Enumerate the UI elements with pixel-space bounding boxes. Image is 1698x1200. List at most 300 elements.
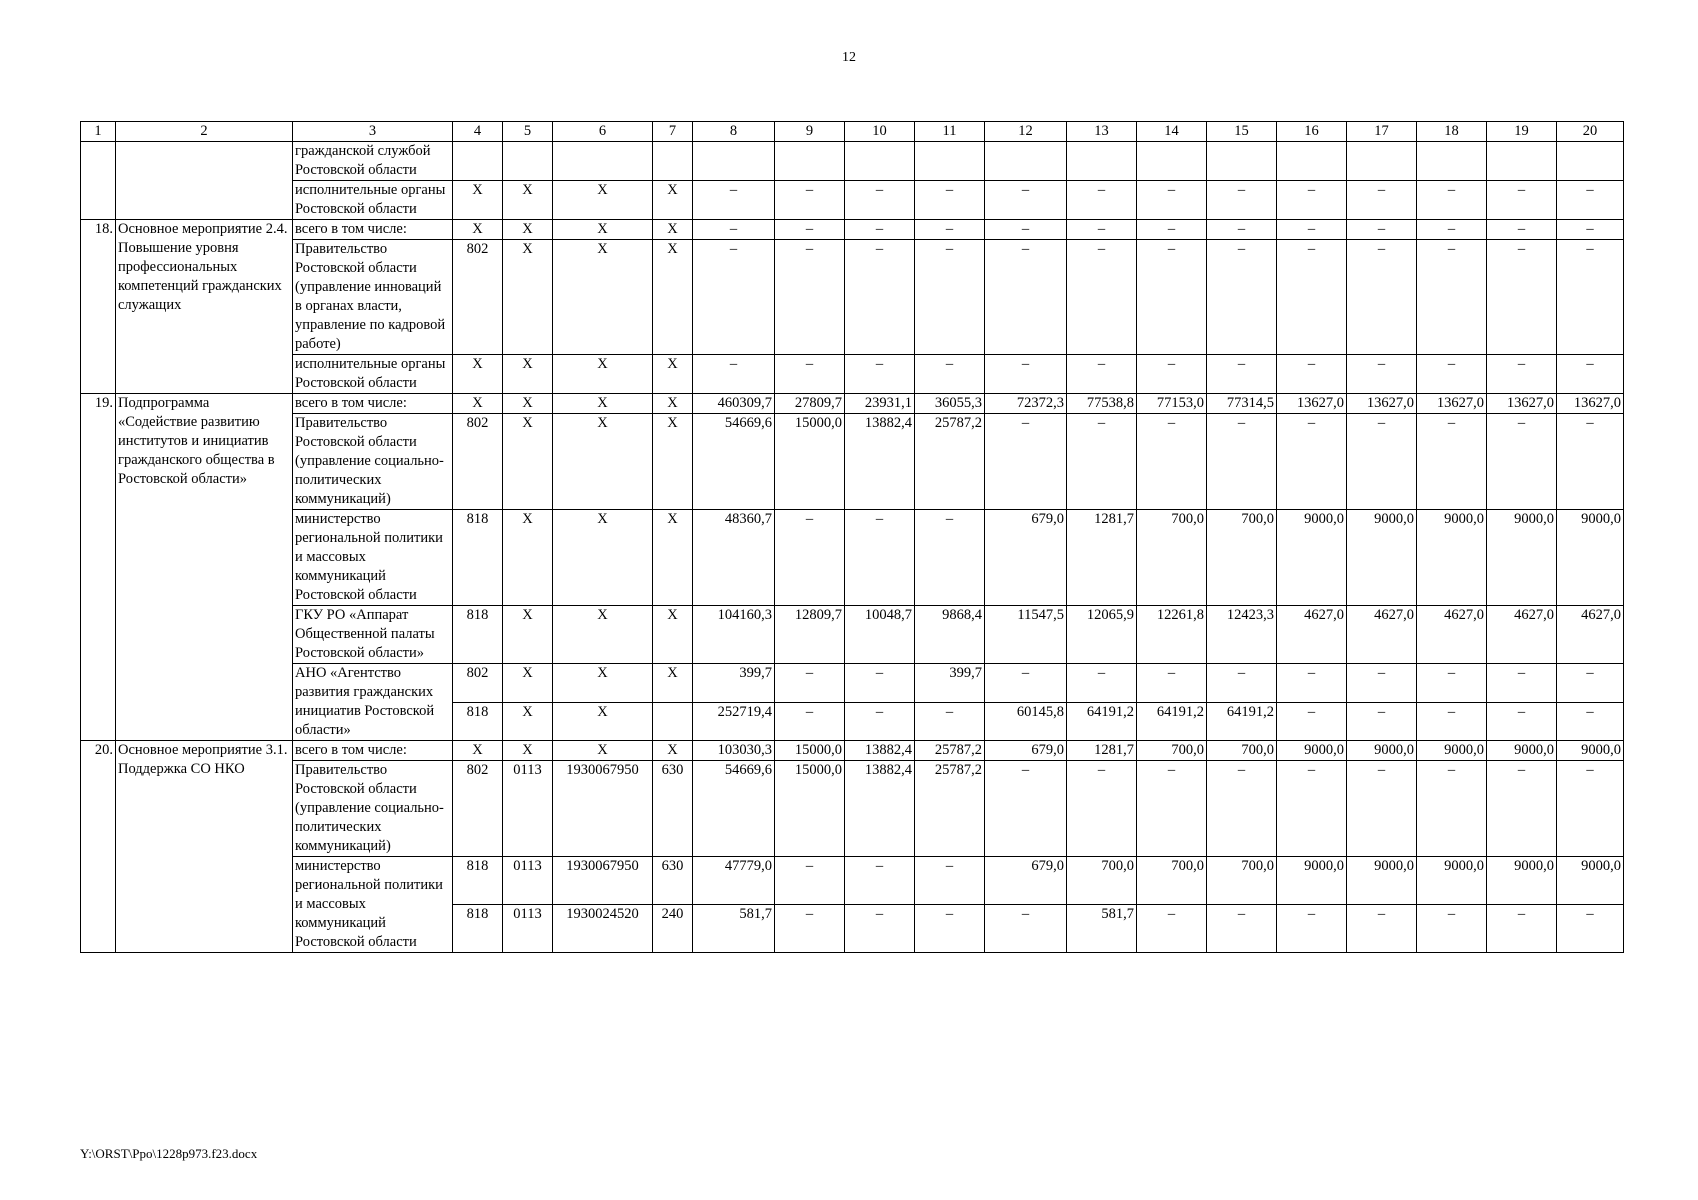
table-cell: 13627,0 (1347, 394, 1417, 414)
table-cell: 64191,2 (1207, 702, 1277, 741)
table-cell: – (1487, 181, 1557, 220)
table-cell: X (653, 741, 693, 761)
table-cell: 9000,0 (1417, 857, 1487, 905)
table-cell (653, 702, 693, 741)
table-cell: 60145,8 (985, 702, 1067, 741)
table-cell: X (503, 220, 553, 240)
table-cell (985, 142, 1067, 181)
table-cell: – (1557, 181, 1624, 220)
table-cell: X (653, 355, 693, 394)
table-cell: 802 (453, 240, 503, 355)
column-number-header: 9 (775, 122, 845, 142)
table-cell: – (775, 240, 845, 355)
footer-file-path: Y:\ORST\Ppo\1228p973.f23.docx (80, 1146, 258, 1161)
table-cell: X (653, 510, 693, 606)
table-cell: 802 (453, 761, 503, 857)
table-cell: 20. (81, 741, 116, 953)
table-cell: – (693, 355, 775, 394)
table-cell: – (775, 181, 845, 220)
table-cell (653, 142, 693, 181)
table-cell: X (503, 355, 553, 394)
table-cell: 818 (453, 510, 503, 606)
table-cell: 581,7 (1067, 905, 1137, 953)
table-cell (453, 142, 503, 181)
table-cell: – (1347, 355, 1417, 394)
table-cell: – (1557, 240, 1624, 355)
table-cell: – (1347, 414, 1417, 510)
table-row (81, 664, 1624, 703)
table-cell: – (985, 664, 1067, 703)
table-cell: 460309,7 (693, 394, 775, 414)
table-cell: 1930067950 (553, 857, 653, 905)
column-number-header: 13 (1067, 122, 1137, 142)
table-cell: X (653, 240, 693, 355)
table-cell: 9000,0 (1417, 510, 1487, 606)
table-cell: 13882,4 (845, 761, 915, 857)
table-row (81, 857, 1624, 905)
table-row (81, 761, 1624, 857)
table-cell: 9000,0 (1557, 510, 1624, 606)
table-cell: – (1487, 240, 1557, 355)
table-cell: 700,0 (1137, 510, 1207, 606)
table-cell: 9000,0 (1417, 741, 1487, 761)
table-cell: 13627,0 (1557, 394, 1624, 414)
table-cell: министерство региональной политики и массовых коммуникаций Ростовской области (293, 857, 453, 953)
table-cell: – (845, 510, 915, 606)
table-cell: – (915, 181, 985, 220)
table-cell: 54669,6 (693, 414, 775, 510)
table-cell: 700,0 (1207, 510, 1277, 606)
table-cell: – (845, 905, 915, 953)
table-cell: 818 (453, 905, 503, 953)
table-cell (1067, 142, 1137, 181)
table-cell: 25787,2 (915, 414, 985, 510)
table-row (81, 355, 1624, 394)
table-cell: – (985, 905, 1067, 953)
table-cell: X (503, 702, 553, 741)
table-cell: 4627,0 (1277, 606, 1347, 664)
table-cell: 64191,2 (1137, 702, 1207, 741)
table-cell: 679,0 (985, 741, 1067, 761)
table-cell: 700,0 (1137, 857, 1207, 905)
table-cell: X (453, 741, 503, 761)
table-cell: 9000,0 (1487, 857, 1557, 905)
table-cell: 13627,0 (1277, 394, 1347, 414)
table-cell: – (1417, 220, 1487, 240)
table-cell: – (1277, 355, 1347, 394)
table-cell: – (1347, 905, 1417, 953)
table-cell: – (1137, 414, 1207, 510)
table-cell: 27809,7 (775, 394, 845, 414)
table-cell: X (503, 240, 553, 355)
table-cell: – (985, 240, 1067, 355)
table-cell: 0113 (503, 857, 553, 905)
column-number-header: 1 (81, 122, 116, 142)
table-cell: – (1137, 181, 1207, 220)
table-cell: Основное мероприятие 2.4. Повышение уровня профессиональных компетенций гражданских служащих (116, 220, 293, 394)
table-cell: X (503, 181, 553, 220)
table-cell: ГКУ РО «Аппарат Общественной палаты Ростовской области» (293, 606, 453, 664)
table-cell: Правительство Ростовской области (управление социально-политических коммуникаций) (293, 414, 453, 510)
table-cell: – (1347, 220, 1417, 240)
budget-table (80, 121, 1624, 953)
column-number-header: 5 (503, 122, 553, 142)
table-cell: 12261,8 (1137, 606, 1207, 664)
table-cell (81, 142, 116, 220)
table-cell: – (1277, 414, 1347, 510)
table-row (81, 510, 1624, 606)
table-cell (1557, 142, 1624, 181)
table-cell: 15000,0 (775, 414, 845, 510)
table-cell: – (915, 702, 985, 741)
table-cell: – (1137, 761, 1207, 857)
table-body (81, 142, 1624, 953)
table-cell: – (1277, 905, 1347, 953)
table-cell (1137, 142, 1207, 181)
table-cell: 818 (453, 606, 503, 664)
table-cell: 10048,7 (845, 606, 915, 664)
table-cell: X (553, 394, 653, 414)
table-cell: 700,0 (1067, 857, 1137, 905)
table-cell: 700,0 (1207, 857, 1277, 905)
table-cell (845, 142, 915, 181)
table-cell: – (1417, 181, 1487, 220)
table-cell (693, 142, 775, 181)
table-cell: – (775, 702, 845, 741)
column-number-header: 11 (915, 122, 985, 142)
table-cell: – (1417, 702, 1487, 741)
table-cell: – (1417, 355, 1487, 394)
table-cell: 399,7 (693, 664, 775, 703)
table-cell: 630 (653, 857, 693, 905)
table-row (81, 414, 1624, 510)
table-cell: – (1557, 220, 1624, 240)
column-number-header: 10 (845, 122, 915, 142)
table-row (81, 220, 1624, 240)
table-cell: 1281,7 (1067, 741, 1137, 761)
table-cell: – (985, 220, 1067, 240)
table-cell: 9868,4 (915, 606, 985, 664)
table-cell: X (553, 741, 653, 761)
table-cell: – (985, 355, 1067, 394)
table-cell: 9000,0 (1487, 741, 1557, 761)
table-cell: 802 (453, 414, 503, 510)
table-cell: 4627,0 (1557, 606, 1624, 664)
table-cell: – (1347, 761, 1417, 857)
table-cell: 77153,0 (1137, 394, 1207, 414)
table-cell: – (1137, 905, 1207, 953)
table-cell: 9000,0 (1277, 510, 1347, 606)
table-cell: 11547,5 (985, 606, 1067, 664)
table-cell: – (845, 240, 915, 355)
table-cell: 23931,1 (845, 394, 915, 414)
table-cell: 103030,3 (693, 741, 775, 761)
table-cell: 0113 (503, 761, 553, 857)
table-cell: – (845, 220, 915, 240)
table-cell (1207, 142, 1277, 181)
table-cell: X (553, 181, 653, 220)
table-cell: X (653, 181, 693, 220)
table-cell: – (1067, 220, 1137, 240)
column-number-header: 19 (1487, 122, 1557, 142)
table-cell: X (553, 702, 653, 741)
table-row (81, 181, 1624, 220)
table-cell: – (1067, 414, 1137, 510)
table-cell: 679,0 (985, 857, 1067, 905)
page-number: 12 (842, 50, 856, 65)
table-cell: 9000,0 (1557, 741, 1624, 761)
table-cell: 4627,0 (1417, 606, 1487, 664)
table-cell: – (1137, 664, 1207, 703)
table-cell: – (1487, 702, 1557, 741)
table-cell: Правительство Ростовской области (управление социально-политических коммуникаций) (293, 761, 453, 857)
table-cell: 1930024520 (553, 905, 653, 953)
table-cell: 630 (653, 761, 693, 857)
table-cell: – (915, 510, 985, 606)
table-cell: X (653, 220, 693, 240)
table-cell: 581,7 (693, 905, 775, 953)
table-row (81, 741, 1624, 761)
table-cell: X (653, 606, 693, 664)
table-cell: – (1207, 240, 1277, 355)
table-cell: всего в том числе: (293, 220, 453, 240)
table-cell: – (915, 240, 985, 355)
table-cell: 1281,7 (1067, 510, 1137, 606)
table-cell: – (915, 857, 985, 905)
column-number-header: 15 (1207, 122, 1277, 142)
table-cell: X (653, 664, 693, 703)
table-cell: всего в том числе: (293, 394, 453, 414)
table-cell: – (1557, 355, 1624, 394)
table-cell: – (775, 857, 845, 905)
table-cell: 240 (653, 905, 693, 953)
column-number-header: 7 (653, 122, 693, 142)
table-cell: – (1277, 240, 1347, 355)
table-cell: – (1347, 664, 1417, 703)
column-number-header: 20 (1557, 122, 1624, 142)
table-cell: – (1207, 761, 1277, 857)
table-cell: Правительство Ростовской области (управление инноваций в органах власти, управление по кадровой работе) (293, 240, 453, 355)
table-cell: 13627,0 (1417, 394, 1487, 414)
table-cell: – (775, 664, 845, 703)
table-cell: – (1067, 664, 1137, 703)
table-cell (1487, 142, 1557, 181)
table-cell: 36055,3 (915, 394, 985, 414)
table-cell: – (1557, 761, 1624, 857)
table-cell: X (453, 355, 503, 394)
table-cell: X (503, 741, 553, 761)
table-cell: X (453, 181, 503, 220)
table-cell: 12065,9 (1067, 606, 1137, 664)
table-cell: – (775, 905, 845, 953)
table-cell: X (553, 414, 653, 510)
table-cell: – (1487, 220, 1557, 240)
table-cell: X (553, 606, 653, 664)
table-cell: – (915, 905, 985, 953)
table-cell: 25787,2 (915, 741, 985, 761)
table-cell: 9000,0 (1277, 857, 1347, 905)
table-cell: 77538,8 (1067, 394, 1137, 414)
table-cell: 9000,0 (1347, 510, 1417, 606)
table-cell: – (1067, 761, 1137, 857)
table-cell: 679,0 (985, 510, 1067, 606)
table-cell: – (1417, 664, 1487, 703)
table-cell: – (985, 414, 1067, 510)
table-cell: – (1557, 905, 1624, 953)
column-number-header: 12 (985, 122, 1067, 142)
table-cell: – (1137, 355, 1207, 394)
table-cell: – (693, 181, 775, 220)
table-cell: – (1417, 905, 1487, 953)
table-cell: X (503, 510, 553, 606)
table-cell: X (553, 240, 653, 355)
table-cell: 13882,4 (845, 414, 915, 510)
table-cell (553, 142, 653, 181)
table-cell: 15000,0 (775, 761, 845, 857)
table-cell (775, 142, 845, 181)
table-cell: – (1487, 761, 1557, 857)
table-cell: Подпрограмма «Содействие развитию институтов и инициатив гражданского общества в Ростовской области» (116, 394, 293, 741)
table-cell (1347, 142, 1417, 181)
table-cell: министерство региональной политики и массовых коммуникаций Ростовской области (293, 510, 453, 606)
table-row (81, 142, 1624, 181)
table-cell: 19. (81, 394, 116, 741)
table-cell: 700,0 (1137, 741, 1207, 761)
table-cell: – (845, 664, 915, 703)
table-cell: X (653, 394, 693, 414)
column-number-header: 16 (1277, 122, 1347, 142)
table-cell: 9000,0 (1487, 510, 1557, 606)
table-cell: – (1277, 220, 1347, 240)
column-number-header: 8 (693, 122, 775, 142)
table-cell: – (1557, 702, 1624, 741)
table-cell: – (915, 220, 985, 240)
column-number-header: 14 (1137, 122, 1207, 142)
table-cell: 25787,2 (915, 761, 985, 857)
table-cell: – (1347, 181, 1417, 220)
column-number-header: 17 (1347, 122, 1417, 142)
table-cell: 1930067950 (553, 761, 653, 857)
table-cell (1417, 142, 1487, 181)
table-cell: 15000,0 (775, 741, 845, 761)
table-cell: – (693, 240, 775, 355)
table-cell: – (1557, 664, 1624, 703)
table-cell: 9000,0 (1277, 741, 1347, 761)
table-cell: 104160,3 (693, 606, 775, 664)
table-cell: 252719,4 (693, 702, 775, 741)
table-cell: всего в том числе: (293, 741, 453, 761)
table-cell: – (1487, 664, 1557, 703)
table-cell (915, 142, 985, 181)
table-row (81, 606, 1624, 664)
table-cell: – (1207, 181, 1277, 220)
table-cell: 18. (81, 220, 116, 394)
table-cell: – (1417, 761, 1487, 857)
table-cell: 72372,3 (985, 394, 1067, 414)
table-cell: 818 (453, 702, 503, 741)
table-cell: – (915, 355, 985, 394)
column-number-header: 6 (553, 122, 653, 142)
table-cell: 0113 (503, 905, 553, 953)
table-cell: – (1487, 905, 1557, 953)
table-cell: – (1067, 181, 1137, 220)
table-cell: – (775, 355, 845, 394)
column-number-header: 18 (1417, 122, 1487, 142)
table-cell: Основное мероприятие 3.1. Поддержка СО НКО (116, 741, 293, 953)
table-cell: 9000,0 (1347, 741, 1417, 761)
table-row (81, 240, 1624, 355)
table-cell: X (503, 414, 553, 510)
table-cell: X (453, 220, 503, 240)
table-cell: – (775, 510, 845, 606)
table-cell: 4627,0 (1347, 606, 1417, 664)
table-cell: 54669,6 (693, 761, 775, 857)
table-cell: – (1207, 220, 1277, 240)
table-cell: – (845, 181, 915, 220)
table-cell (503, 142, 553, 181)
table-cell: – (1207, 355, 1277, 394)
table-cell: 64191,2 (1067, 702, 1137, 741)
table-cell: – (1207, 905, 1277, 953)
table-cell: – (1207, 414, 1277, 510)
table-cell: X (453, 394, 503, 414)
table-cell: – (775, 220, 845, 240)
table-cell: 13882,4 (845, 741, 915, 761)
table-cell: 802 (453, 664, 503, 703)
table-cell: 9000,0 (1557, 857, 1624, 905)
table-cell: X (503, 606, 553, 664)
column-number-header: 2 (116, 122, 293, 142)
table-cell: – (1137, 240, 1207, 355)
table-cell: 700,0 (1207, 741, 1277, 761)
table-cell: – (1067, 240, 1137, 355)
table-cell: – (1277, 664, 1347, 703)
table-cell: – (1347, 240, 1417, 355)
table-cell: АНО «Агентство развития гражданских инициатив Ростовской области» (293, 664, 453, 741)
table-cell: – (1417, 414, 1487, 510)
table-cell: X (503, 664, 553, 703)
table-cell: исполнительные органы Ростовской области (293, 181, 453, 220)
table-cell: 13627,0 (1487, 394, 1557, 414)
table-cell: X (553, 220, 653, 240)
table-cell: – (845, 355, 915, 394)
table-cell: 77314,5 (1207, 394, 1277, 414)
table-cell: – (1207, 664, 1277, 703)
column-number-header: 3 (293, 122, 453, 142)
table-cell: 4627,0 (1487, 606, 1557, 664)
table-cell: – (1347, 702, 1417, 741)
table-cell: X (553, 664, 653, 703)
table-cell: – (1277, 702, 1347, 741)
table-cell: – (1137, 220, 1207, 240)
table-cell: 47779,0 (693, 857, 775, 905)
table-cell: – (693, 220, 775, 240)
table-cell: – (1067, 355, 1137, 394)
table-cell: – (985, 761, 1067, 857)
table-cell: – (845, 702, 915, 741)
table-cell: 399,7 (915, 664, 985, 703)
table-cell (1277, 142, 1347, 181)
table-cell: X (503, 394, 553, 414)
table-cell: – (1487, 414, 1557, 510)
table-cell: X (553, 355, 653, 394)
table-cell: 48360,7 (693, 510, 775, 606)
table-cell: исполнительные органы Ростовской области (293, 355, 453, 394)
table-cell: – (845, 857, 915, 905)
column-number-header-row (81, 122, 1624, 142)
table-cell: – (1557, 414, 1624, 510)
table-cell: – (1277, 181, 1347, 220)
